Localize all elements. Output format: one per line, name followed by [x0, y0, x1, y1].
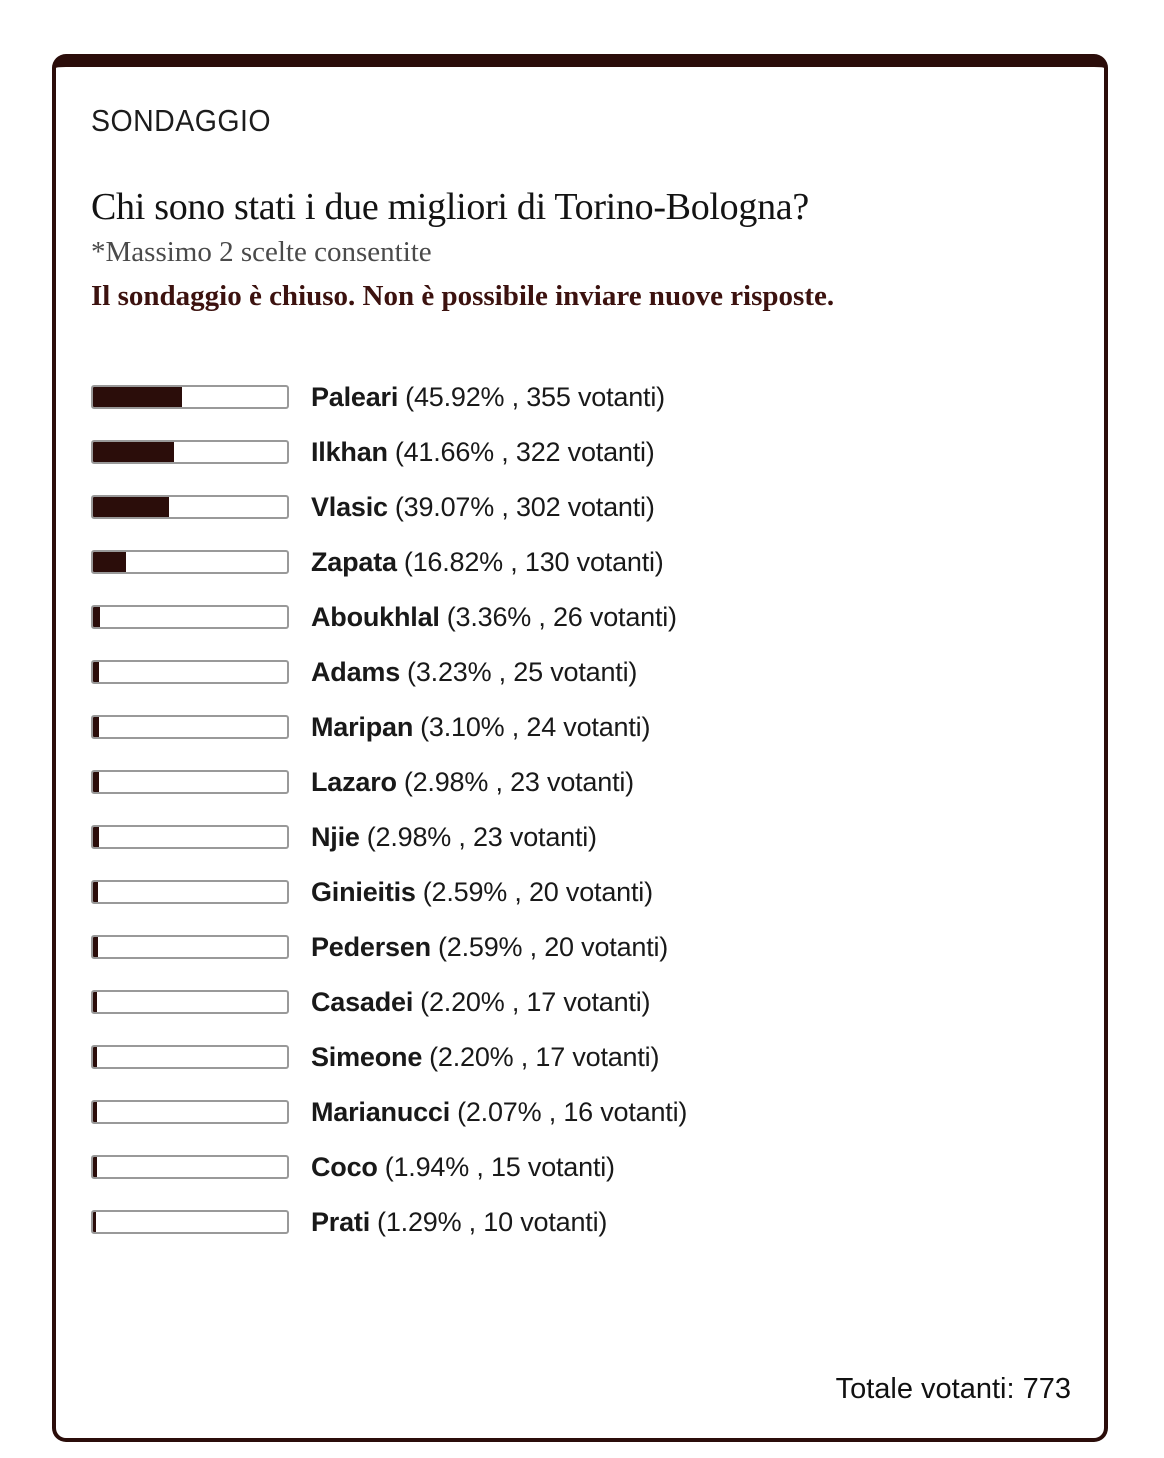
result-bar — [91, 1155, 289, 1179]
option-detail: (1.29% , 10 votanti) — [377, 1206, 608, 1237]
result-bar-fill — [93, 607, 100, 627]
result-bar — [91, 385, 289, 409]
poll-option-row — [91, 1151, 1071, 1182]
option-label — [311, 932, 668, 963]
poll-option-row — [91, 931, 1071, 962]
poll-kicker: SONDAGGIO — [91, 103, 272, 138]
result-bar-fill — [93, 1047, 97, 1067]
poll-option-row — [91, 876, 1071, 907]
option-name: Vlasic — [311, 491, 388, 522]
poll-option-row — [91, 766, 1071, 797]
option-detail: (2.07% , 16 votanti) — [457, 1096, 688, 1127]
option-detail: (2.20% , 17 votanti) — [429, 1041, 660, 1072]
option-name: Zapata — [311, 546, 397, 577]
option-detail: (2.98% , 23 votanti) — [403, 766, 634, 797]
result-bar — [91, 880, 289, 904]
option-detail: (3.36% , 26 votanti) — [446, 601, 677, 632]
option-detail: (16.82% , 130 votanti) — [403, 546, 664, 577]
poll-option-row — [91, 546, 1071, 577]
poll-option-row — [91, 601, 1071, 632]
poll-option-row — [91, 1206, 1071, 1237]
option-name: Prati — [311, 1206, 371, 1237]
option-name: Adams — [311, 656, 401, 687]
option-label — [311, 657, 637, 688]
option-label — [311, 1042, 659, 1073]
option-label — [311, 712, 650, 743]
result-bar — [91, 935, 289, 959]
result-bar — [91, 990, 289, 1014]
option-detail: (45.92% , 355 votanti) — [405, 381, 665, 412]
result-bar-fill — [93, 937, 98, 957]
result-bar — [91, 440, 289, 464]
option-name: Casadei — [311, 986, 414, 1017]
result-bar-fill — [93, 992, 97, 1012]
option-label — [311, 987, 650, 1018]
option-name: Ginieitis — [311, 876, 416, 907]
poll-closed-notice: Il sondaggio è chiuso. Non è possibile inviare nuove risposte. — [91, 280, 835, 312]
result-bar-fill — [93, 387, 182, 407]
option-label — [311, 602, 677, 633]
option-detail: (2.98% , 23 votanti) — [366, 821, 597, 852]
option-name: Njie — [311, 821, 360, 852]
poll-option-row — [91, 986, 1071, 1017]
result-bar — [91, 1045, 289, 1069]
result-bar-fill — [93, 497, 169, 517]
poll-option-row — [91, 821, 1071, 852]
result-bar — [91, 1100, 289, 1124]
result-bar-fill — [93, 717, 99, 737]
option-detail: (1.94% , 15 votanti) — [384, 1151, 615, 1182]
option-detail: (3.23% , 25 votanti) — [407, 656, 638, 687]
result-bar-fill — [93, 552, 126, 572]
result-bar-fill — [93, 1212, 96, 1232]
option-label — [311, 1207, 607, 1238]
option-label — [311, 547, 664, 578]
option-label — [311, 1097, 687, 1128]
poll-option-row — [91, 491, 1071, 522]
poll-card — [52, 54, 1108, 1442]
result-bar-fill — [93, 1157, 97, 1177]
option-label — [311, 767, 634, 798]
option-name: Pedersen — [311, 931, 431, 962]
poll-option-row — [91, 1041, 1071, 1072]
option-detail: (41.66% , 322 votanti) — [394, 436, 655, 467]
poll-option-row — [91, 436, 1071, 467]
poll-option-row — [91, 711, 1071, 742]
option-name: Paleari — [311, 381, 399, 412]
option-name: Simeone — [311, 1041, 423, 1072]
option-detail: (2.59% , 20 votanti) — [422, 876, 653, 907]
option-name: Lazaro — [311, 766, 397, 797]
result-bar-fill — [93, 442, 174, 462]
option-name: Marianucci — [311, 1096, 451, 1127]
result-bar — [91, 495, 289, 519]
poll-option-row — [91, 656, 1071, 687]
option-name: Aboukhlal — [311, 601, 440, 632]
result-bar-fill — [93, 882, 98, 902]
poll-total-votes: Totale votanti: 773 — [835, 1373, 1071, 1405]
option-label — [311, 1152, 615, 1183]
option-detail: (2.59% , 20 votanti) — [437, 931, 669, 962]
result-bar-fill — [93, 1102, 97, 1122]
option-name: Coco — [311, 1151, 378, 1182]
option-label — [311, 877, 653, 908]
poll-question: Chi sono stati i due migliori di Torino-Bologna? — [91, 186, 809, 228]
option-name: Maripan — [311, 711, 414, 742]
result-bar-fill — [93, 827, 99, 847]
option-name: Ilkhan — [311, 436, 388, 467]
option-label — [311, 437, 655, 468]
poll-option-row — [91, 1096, 1071, 1127]
result-bar — [91, 550, 289, 574]
option-label — [311, 492, 655, 523]
result-bar — [91, 1210, 289, 1234]
result-bar-fill — [93, 772, 99, 792]
option-detail: (3.10% , 24 votanti) — [420, 711, 651, 742]
option-detail: (39.07% , 302 votanti) — [394, 491, 655, 522]
option-label — [311, 382, 665, 413]
option-detail: (2.20% , 17 votanti) — [420, 986, 651, 1017]
result-bar — [91, 715, 289, 739]
poll-results-list — [91, 381, 1071, 1265]
result-bar-fill — [93, 662, 99, 682]
result-bar — [91, 770, 289, 794]
result-bar — [91, 660, 289, 684]
option-label — [311, 822, 597, 853]
poll-max-choices-note: *Massimo 2 scelte consentite — [91, 236, 432, 268]
poll-option-row — [91, 381, 1071, 412]
result-bar — [91, 825, 289, 849]
result-bar — [91, 605, 289, 629]
